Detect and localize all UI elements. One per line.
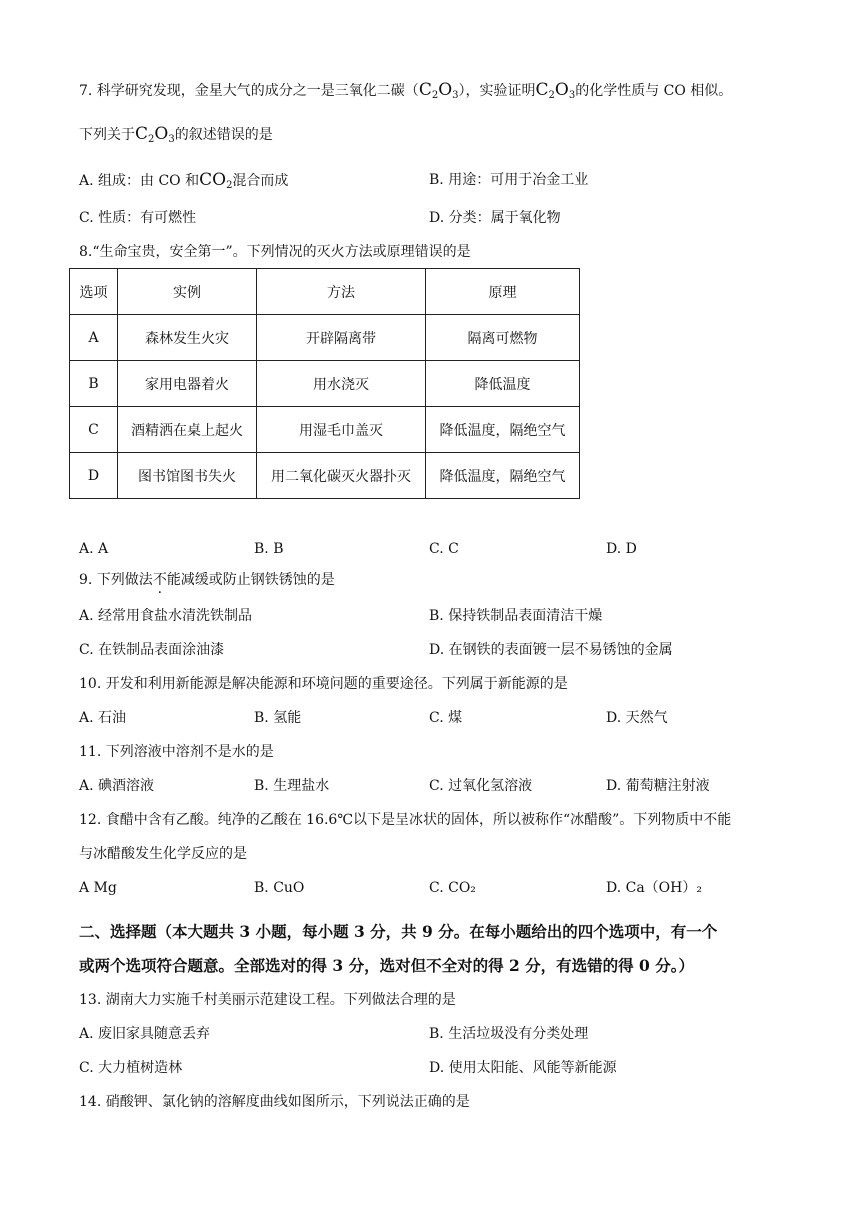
q7-stem-2: 下列关于$C_2O_3$的叙述错误的是 — [79, 124, 273, 145]
table-cell: 用二氧化碳灭火器扑灭 — [257, 453, 426, 499]
table-cell: 隔离可燃物 — [426, 315, 580, 361]
q12-option-d: D. Ca（OH）₂ — [606, 880, 702, 896]
q13-option-c: C. 大力植树造林 — [79, 1060, 183, 1076]
section-heading-2: 或两个选项符合题意。全部选对的得 3 分，选对但不全对的得 2 分，有选错的得 0 分。） — [79, 956, 694, 975]
q9-option-b: B. 保持铁制品表面清洁干燥 — [429, 608, 603, 624]
table-cell: B — [70, 361, 118, 407]
table-header-cell: 方法 — [257, 269, 426, 315]
q13-option-b: B. 生活垃圾没有分类处理 — [429, 1026, 589, 1042]
q10-stem: 10. 开发和利用新能源是解决能源和环境问题的重要途径。下列属于新能源的是 — [79, 676, 568, 692]
q8-stem: 8.“生命宝贵，安全第一”。下列情况的灭火方法或原理错误的是 — [79, 244, 471, 260]
table-cell: 森林发生火灾 — [118, 315, 257, 361]
q13-stem: 13. 湖南大力实施千村美丽示范建设工程。下列做法合理的是 — [79, 992, 456, 1008]
table-header-cell: 实例 — [118, 269, 257, 315]
table-cell: 家用电器着火 — [118, 361, 257, 407]
c2o3-formula: $C_2O_3$ — [135, 124, 175, 145]
table-cell: D — [70, 453, 118, 499]
q8-option-b: B. B — [254, 541, 284, 557]
table-row — [70, 407, 580, 453]
table-cell: C — [70, 407, 118, 453]
table-cell: 图书馆图书失火 — [118, 453, 257, 499]
table-cell: 降低温度 — [426, 361, 580, 407]
q9-option-c: C. 在铁制品表面涂油漆 — [79, 642, 225, 658]
q7-option-a: A. 组成：由 CO 和$CO_2$混合而成 — [79, 170, 289, 191]
q9-option-a: A. 经常用食盐水清洗铁制品 — [79, 608, 253, 624]
q11-option-c: C. 过氧化氢溶液 — [429, 778, 533, 794]
table-header-cell: 原理 — [426, 269, 580, 315]
table-cell: 酒精洒在桌上起火 — [118, 407, 257, 453]
table-row — [70, 315, 580, 361]
q7-option-d: D. 分类：属于氧化物 — [429, 210, 561, 226]
table-cell: 用湿毛巾盖灭 — [257, 407, 426, 453]
q9-option-d: D. 在钢铁的表面镀一层不易锈蚀的金属 — [429, 642, 673, 658]
q11-option-d: D. 葡萄糖注射液 — [606, 778, 710, 794]
q8-option-d: D. D — [606, 541, 637, 557]
co2-formula: $CO_2$ — [199, 170, 233, 191]
q13-option-d: D. 使用太阳能、风能等新能源 — [429, 1060, 617, 1076]
q10-option-b: B. 氢能 — [254, 710, 302, 726]
emphasis-dot-char: 不 — [152, 572, 167, 588]
q7-option-b: B. 用途：可用于冶金工业 — [429, 172, 589, 188]
q12-option-a: A Mg — [79, 880, 117, 896]
c2o3-formula: $C_2O_3$ — [418, 80, 459, 101]
q8-table — [69, 268, 580, 499]
q7-option-c: C. 性质：有可燃性 — [79, 210, 197, 226]
q12-option-b: B. CuO — [254, 880, 305, 896]
q10-option-a: A. 石油 — [79, 710, 127, 726]
q13-option-a: A. 废旧家具随意丢弃 — [79, 1026, 211, 1042]
q8-option-c: C. C — [429, 541, 459, 557]
q8-option-a: A. A — [79, 541, 109, 557]
q14-stem: 14. 硝酸钾、氯化钠的溶解度曲线如图所示，下列说法正确的是 — [79, 1094, 470, 1110]
q10-option-c: C. 煤 — [429, 710, 463, 726]
q12-stem-2: 与冰醋酸发生化学反应的是 — [79, 846, 247, 862]
q12-option-c: C. CO₂ — [429, 880, 476, 896]
c2o3-formula: $C_2O_3$ — [535, 80, 576, 101]
q11-stem: 11. 下列溶液中溶剂不是水的是 — [79, 744, 274, 760]
table-cell: 用水浇灭 — [257, 361, 426, 407]
table-cell: 开辟隔离带 — [257, 315, 426, 361]
table-cell: A — [70, 315, 118, 361]
table-row — [70, 453, 580, 499]
q12-stem: 12. 食醋中含有乙酸。纯净的乙酸在 16.6℃以下是呈冰状的固体，所以被称作“冰醋酸”。下列物质中不能 — [79, 812, 732, 828]
table-cell: 降低温度，隔绝空气 — [426, 453, 580, 499]
table-header-cell: 选项 — [70, 269, 118, 315]
table-cell: 降低温度，隔绝空气 — [426, 407, 580, 453]
table-row — [70, 361, 580, 407]
q7-stem: 7. 科学研究发现，金星大气的成分之一是三氧化二碳$(C_2O_3)$，实验证明$C_2O_3$的化学性质与 CO 相似。 — [79, 80, 733, 101]
table-header-row — [70, 269, 580, 315]
section-heading: 二、选择题（本大题共 3 小题，每小题 3 分，共 9 分。在每小题给出的四个选项中，有一个 — [79, 922, 718, 941]
q9-stem: 9. 下列做法不能减缓或防止钢铁锈蚀的是 — [79, 572, 335, 588]
q11-option-a: A. 碘酒溶液 — [79, 778, 155, 794]
q10-option-d: D. 天然气 — [606, 710, 668, 726]
q11-option-b: B. 生理盐水 — [254, 778, 330, 794]
